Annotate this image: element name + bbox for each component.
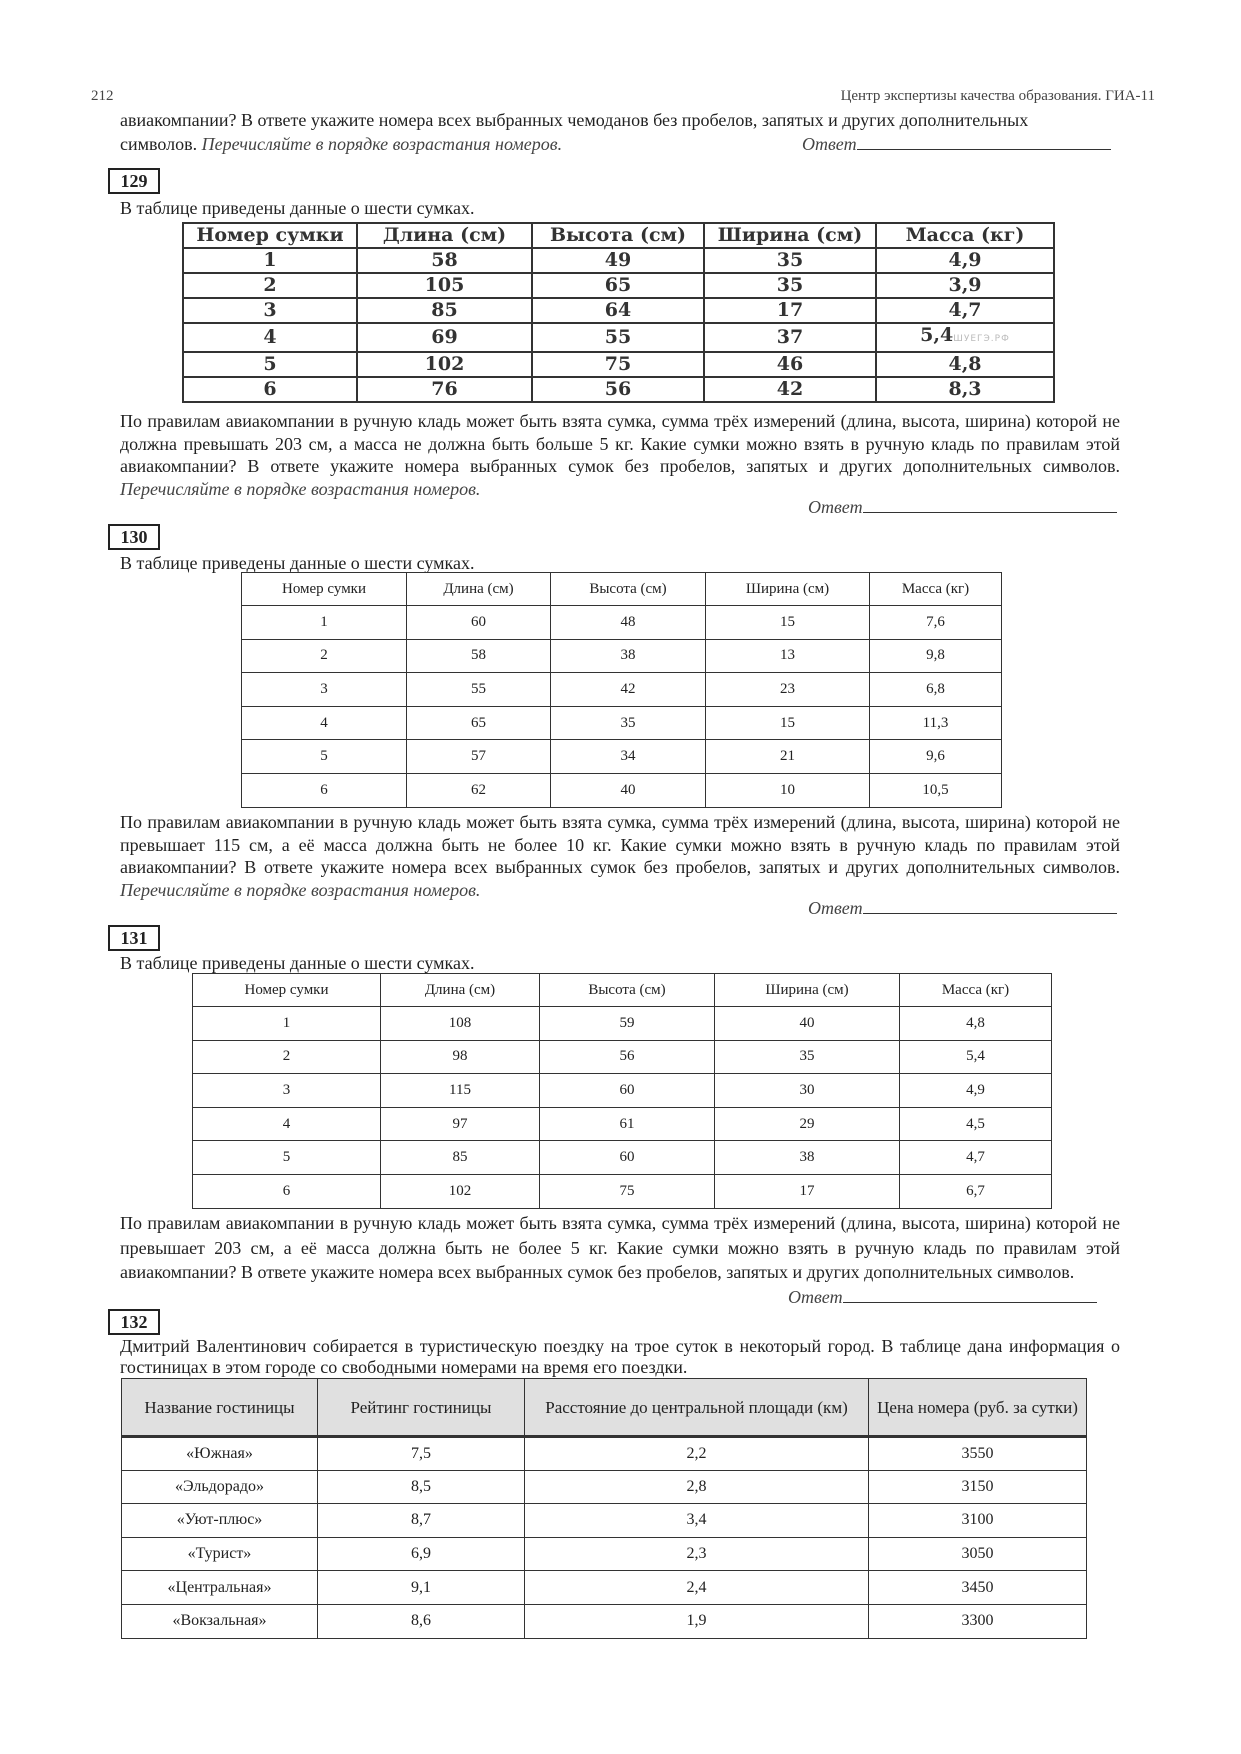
table-header-cell: Цена номера (руб. за сутки) — [869, 1379, 1087, 1437]
table-row — [242, 740, 1002, 774]
table-cell: «Вокзальная» — [122, 1604, 318, 1638]
table-cell: 97 — [381, 1107, 540, 1141]
table-header-cell: Рейтинг гостиницы — [318, 1379, 525, 1437]
table-cell: 4,8 — [876, 352, 1054, 377]
table-cell: 6 — [242, 773, 407, 807]
table-cell: 55 — [532, 323, 704, 352]
task-131-answer — [788, 1287, 1097, 1308]
task-130-text-body: По правилам авиакомпании в ручную кладь может быть взята сумка, сумма трёх измерений (длина, высота, ширина) которой не превышает 115 см, а её масса должна быть не более 10 кг. Какие сумки можно взять в ручную кладь по правилам этой авиакомпании? В ответе укажите номера всех выбранных сумок без пробелов, запятых и других дополнительных символов. — [120, 812, 1120, 878]
table-cell: 2 — [183, 273, 357, 298]
table-row — [183, 323, 1054, 352]
table-cell: 105 — [357, 273, 532, 298]
table-130 — [241, 572, 1002, 808]
table-row — [183, 248, 1054, 273]
task-129-text-body: По правилам авиакомпании в ручную кладь может быть взята сумка, сумма трёх измерений (длина, высота, ширина) которой не должна превышать 203 см, а масса не должна быть больше 5 кг. Какие сумки можно взять в ручную кладь по правилам этой авиакомпании? В ответе укажите номера выбранных сумок без пробелов, запятых и других дополнительных символов. — [120, 411, 1120, 477]
table-header-cell: Масса (кг) — [900, 974, 1052, 1007]
table-cell: 23 — [706, 673, 870, 707]
task-130-answer-label: Ответ — [808, 898, 863, 918]
task-131-answer-field[interactable] — [843, 1302, 1097, 1303]
table-cell: 1,9 — [525, 1604, 869, 1638]
table-cell: 10,5 — [870, 773, 1002, 807]
table-cell: 29 — [715, 1107, 900, 1141]
task-number-131: 131 — [108, 925, 160, 951]
table-cell: «Уют-плюс» — [122, 1504, 318, 1538]
table-cell: 64 — [532, 298, 704, 323]
table-cell: 17 — [704, 298, 876, 323]
table-header-cell: Номер сумки — [183, 223, 357, 248]
task-131-text — [120, 1211, 1120, 1285]
table-cell: 75 — [540, 1174, 715, 1208]
table-cell: 3100 — [869, 1504, 1087, 1538]
page-number: 212 — [91, 88, 114, 104]
table-cell: 5 — [183, 352, 357, 377]
table-cell: 4,9 — [900, 1074, 1052, 1108]
table-cell: 4 — [183, 323, 357, 352]
table-header-cell: Длина (см) — [407, 573, 551, 606]
table-cell: 98 — [381, 1040, 540, 1074]
table-cell: 4,9 — [876, 248, 1054, 273]
table-cell: 3300 — [869, 1604, 1087, 1638]
table-cell: 42 — [551, 673, 706, 707]
table-cell: 4,8 — [900, 1007, 1052, 1041]
table-cell: «Эльдорадо» — [122, 1470, 318, 1504]
table-cell: 35 — [704, 273, 876, 298]
table-cell: 2,2 — [525, 1437, 869, 1471]
table-cell: 10 — [706, 773, 870, 807]
table-cell: 17 — [715, 1174, 900, 1208]
table-row — [242, 639, 1002, 673]
table-cell: 75 — [532, 352, 704, 377]
table-cell: 4 — [242, 706, 407, 740]
prev-task-line2-row — [120, 134, 1130, 155]
table-cell: 62 — [407, 773, 551, 807]
prev-answer-label: Ответ — [802, 134, 857, 154]
table-cell: 3 — [193, 1074, 381, 1108]
table-cell: 6 — [193, 1174, 381, 1208]
table-131 — [192, 973, 1052, 1209]
table-cell: 35 — [704, 248, 876, 273]
table-cell: 40 — [551, 773, 706, 807]
table-header-cell: Масса (кг) — [870, 573, 1002, 606]
table-cell: 1 — [242, 606, 407, 640]
table-cell: 2,3 — [525, 1537, 869, 1571]
table-header-cell: Номер сумки — [193, 974, 381, 1007]
table-cell: 4,7 — [900, 1141, 1052, 1175]
table-cell: 5 — [193, 1141, 381, 1175]
table-header-cell: Ширина (см) — [704, 223, 876, 248]
table-cell: 15 — [706, 706, 870, 740]
table-cell: 35 — [715, 1040, 900, 1074]
table-cell: 102 — [381, 1174, 540, 1208]
table-cell: 2,4 — [525, 1571, 869, 1605]
table-cell: 2,8 — [525, 1470, 869, 1504]
table-row — [193, 1141, 1052, 1175]
prev-answer-field[interactable] — [857, 149, 1111, 150]
table-cell: 58 — [357, 248, 532, 273]
table-row — [242, 606, 1002, 640]
task-129-answer-field[interactable] — [863, 512, 1117, 513]
task-131-text-body: По правилам авиакомпании в ручную кладь может быть взята сумка, сумма трёх измерений (длина, высота, ширина) которой не превышает 203 см, а её масса должна быть не более 5 кг. Какие сумки можно взять в ручную кладь по правилам этой авиакомпании? В ответе укажите номера всех выбранных сумок без пробелов, запятых и других дополнительных символов. — [120, 1213, 1120, 1283]
task-132-text — [120, 1336, 1120, 1378]
table-cell: 65 — [407, 706, 551, 740]
task-130-intro: В таблице приведены данные о шести сумках. — [120, 553, 475, 573]
table-row — [242, 673, 1002, 707]
table-cell: 85 — [381, 1141, 540, 1175]
table-cell: 102 — [357, 352, 532, 377]
table-cell: 8,7 — [318, 1504, 525, 1538]
table-row — [183, 377, 1054, 402]
table-cell: 9,1 — [318, 1571, 525, 1605]
table-cell: 6,8 — [870, 673, 1002, 707]
table-cell: 60 — [540, 1141, 715, 1175]
table-row — [122, 1504, 1087, 1538]
task-129-text — [120, 410, 1120, 500]
table-cell: 55 — [407, 673, 551, 707]
table-cell: 13 — [706, 639, 870, 673]
table-cell: 48 — [551, 606, 706, 640]
task-129-answer-label: Ответ — [808, 497, 863, 517]
table-header-row — [242, 573, 1002, 606]
table-cell: 6 — [183, 377, 357, 402]
watermark: ШУЕГЭ.РФ — [953, 334, 1010, 344]
table-row — [242, 706, 1002, 740]
table-cell: 15 — [706, 606, 870, 640]
table-cell: 38 — [715, 1141, 900, 1175]
table-cell: 69 — [357, 323, 532, 352]
table-cell: «Турист» — [122, 1537, 318, 1571]
table-cell: 3,9 — [876, 273, 1054, 298]
table-cell: 5,4 — [900, 1040, 1052, 1074]
table-cell: 115 — [381, 1074, 540, 1108]
table-cell: 6,9 — [318, 1537, 525, 1571]
table-cell: 8,3 — [876, 377, 1054, 402]
table-cell: 3550 — [869, 1437, 1087, 1471]
table-cell: «Центральная» — [122, 1571, 318, 1605]
table-cell: 2 — [242, 639, 407, 673]
table-cell: 42 — [704, 377, 876, 402]
task-number-129: 129 — [108, 168, 160, 194]
table-header-cell: Название гостиницы — [122, 1379, 318, 1437]
table-cell: 3,4 — [525, 1504, 869, 1538]
table-cell: 35 — [551, 706, 706, 740]
table-row — [122, 1537, 1087, 1571]
table-header-row — [122, 1379, 1087, 1437]
table-cell: 30 — [715, 1074, 900, 1108]
table-cell: 3 — [183, 298, 357, 323]
table-header-cell: Масса (кг) — [876, 223, 1054, 248]
table-cell: 1 — [193, 1007, 381, 1041]
table-cell: 3450 — [869, 1571, 1087, 1605]
table-cell: 3 — [242, 673, 407, 707]
table-row — [193, 1174, 1052, 1208]
table-cell: 76 — [357, 377, 532, 402]
table-row — [193, 1040, 1052, 1074]
table-cell: 61 — [540, 1107, 715, 1141]
task-129-intro: В таблице приведены данные о шести сумках. — [120, 198, 475, 218]
table-row — [183, 352, 1054, 377]
table-cell: 38 — [551, 639, 706, 673]
table-cell: 21 — [706, 740, 870, 774]
table-row — [122, 1470, 1087, 1504]
task-131-intro: В таблице приведены данные о шести сумках. — [120, 953, 475, 973]
task-129-answer — [808, 497, 1117, 518]
table-132 — [121, 1378, 1087, 1639]
task-130-answer — [808, 898, 1117, 919]
task-number-132: 132 — [108, 1309, 160, 1335]
table-cell: 6,7 — [900, 1174, 1052, 1208]
table-header-cell: Высота (см) — [551, 573, 706, 606]
table-cell: 57 — [407, 740, 551, 774]
table-cell: 37 — [704, 323, 876, 352]
table-cell: 1 — [183, 248, 357, 273]
table-cell: 5 — [242, 740, 407, 774]
table-cell: 56 — [532, 377, 704, 402]
table-row — [183, 298, 1054, 323]
prev-task-italic: Перечисляйте в порядке возрастания номеров. — [201, 134, 563, 154]
table-cell: 5,4ШУЕГЭ.РФ — [876, 323, 1054, 352]
prev-task-line1: авиакомпании? В ответе укажите номера всех выбранных чемоданов без пробелов, запятых и других дополнительных — [120, 110, 1029, 130]
table-129 — [182, 222, 1055, 403]
table-cell: 9,8 — [870, 639, 1002, 673]
table-header-cell: Номер сумки — [242, 573, 407, 606]
table-cell: 85 — [357, 298, 532, 323]
prev-task-text — [120, 109, 1120, 132]
table-row — [183, 273, 1054, 298]
table-row — [193, 1074, 1052, 1108]
task-129-italic: Перечисляйте в порядке возрастания номеров. — [120, 478, 481, 499]
table-row — [122, 1571, 1087, 1605]
table-cell: 4,5 — [900, 1107, 1052, 1141]
table-cell: 49 — [532, 248, 704, 273]
table-cell: 8,6 — [318, 1604, 525, 1638]
table-row — [242, 773, 1002, 807]
table-header-cell: Высота (см) — [540, 974, 715, 1007]
table-header-cell: Расстояние до центральной площади (км) — [525, 1379, 869, 1437]
page-header-source: Центр экспертизы качества образования. ГИА-11 — [840, 88, 1155, 104]
table-cell: 34 — [551, 740, 706, 774]
table-cell: 2 — [193, 1040, 381, 1074]
table-row — [122, 1604, 1087, 1638]
table-cell: 46 — [704, 352, 876, 377]
table-header-cell: Длина (см) — [357, 223, 532, 248]
task-130-answer-field[interactable] — [863, 913, 1117, 914]
table-cell: 56 — [540, 1040, 715, 1074]
table-row — [193, 1107, 1052, 1141]
table-cell: 65 — [532, 273, 704, 298]
table-cell: 60 — [540, 1074, 715, 1108]
table-header-row — [183, 223, 1054, 248]
table-cell: 8,5 — [318, 1470, 525, 1504]
table-cell: 7,5 — [318, 1437, 525, 1471]
table-header-cell: Длина (см) — [381, 974, 540, 1007]
table-cell: 40 — [715, 1007, 900, 1041]
prev-task-line2: символов. — [120, 134, 198, 154]
table-header-cell: Высота (см) — [532, 223, 704, 248]
table-row — [122, 1437, 1087, 1471]
table-header-row — [193, 974, 1052, 1007]
table-row — [193, 1007, 1052, 1041]
table-cell: 60 — [407, 606, 551, 640]
table-cell: 4,7 — [876, 298, 1054, 323]
task-number-130: 130 — [108, 524, 160, 550]
task-130-text — [120, 811, 1120, 901]
table-cell: 4 — [193, 1107, 381, 1141]
table-cell: 108 — [381, 1007, 540, 1041]
table-cell: 59 — [540, 1007, 715, 1041]
task-131-answer-label: Ответ — [788, 1287, 843, 1307]
table-cell: 7,6 — [870, 606, 1002, 640]
table-cell: 58 — [407, 639, 551, 673]
table-cell: «Южная» — [122, 1437, 318, 1471]
task-130-italic: Перечисляйте в порядке возрастания номеров. — [120, 879, 481, 900]
table-header-cell: Ширина (см) — [715, 974, 900, 1007]
table-cell: 9,6 — [870, 740, 1002, 774]
task-132-text-body: Дмитрий Валентинович собирается в туристическую поездку на трое суток в некоторый город. В таблице дана информация о гостиницах в этом городе со свободными номерами на время его поездки. — [120, 1336, 1120, 1377]
table-cell: 3050 — [869, 1537, 1087, 1571]
table-cell: 11,3 — [870, 706, 1002, 740]
table-header-cell: Ширина (см) — [706, 573, 870, 606]
table-cell: 3150 — [869, 1470, 1087, 1504]
